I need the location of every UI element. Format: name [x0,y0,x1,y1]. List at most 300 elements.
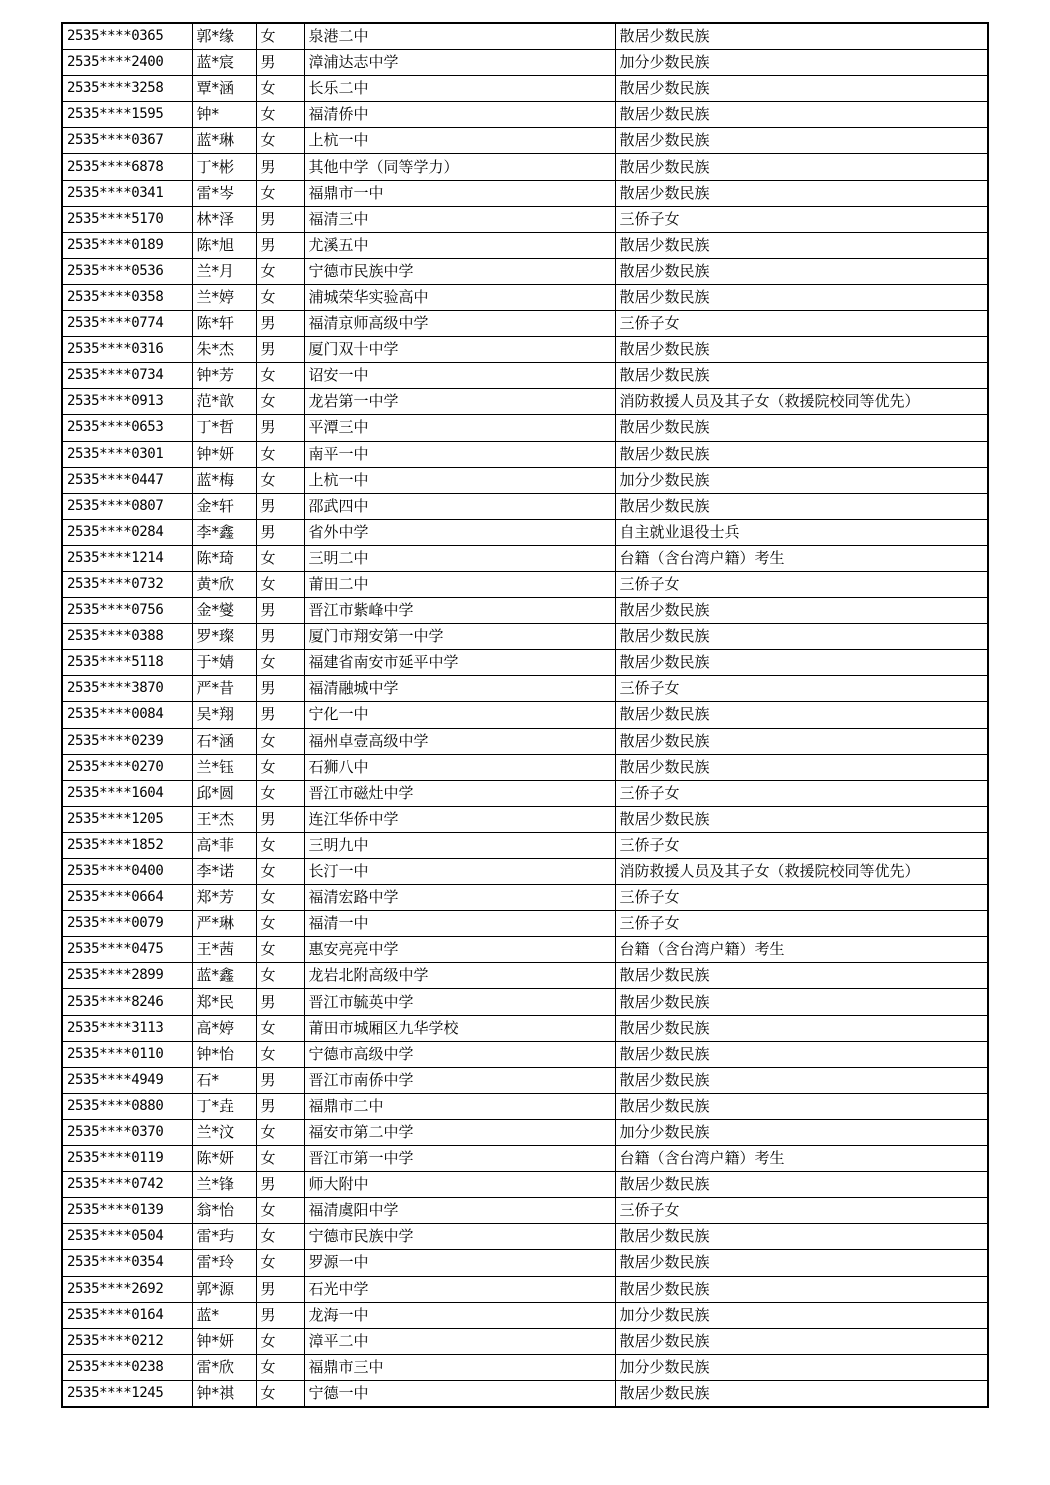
candidate-category-cell: 台籍（含台湾户籍）考生 [615,937,988,963]
candidate-category-cell: 散居少数民族 [615,1041,988,1067]
candidate-name-cell: 钟*芳 [192,363,256,389]
candidate-id-cell: 2535****0212 [62,1328,192,1354]
candidate-school-cell: 晋江市第一中学 [304,1146,615,1172]
candidate-name-cell: 蓝*梅 [192,467,256,493]
candidate-gender-cell: 男 [256,519,304,545]
candidate-school-cell: 福清一中 [304,911,615,937]
candidate-name-cell: 钟*怡 [192,1041,256,1067]
table-row [62,1119,988,1145]
table-row [62,571,988,597]
table-row [62,363,988,389]
candidate-category-cell: 三侨子女 [615,832,988,858]
candidate-school-cell: 福清三中 [304,206,615,232]
candidate-gender-cell: 女 [256,180,304,206]
candidate-id-cell: 2535****0880 [62,1093,192,1119]
table-row [62,1093,988,1119]
table-row [62,23,988,50]
candidate-gender-cell: 女 [256,1380,304,1407]
candidate-name-cell: 兰*钰 [192,754,256,780]
candidate-school-cell: 福清侨中 [304,102,615,128]
candidate-school-cell: 龙海一中 [304,1302,615,1328]
table-row [62,780,988,806]
candidate-id-cell: 2535****0388 [62,624,192,650]
candidate-gender-cell: 女 [256,1328,304,1354]
candidate-category-cell: 加分少数民族 [615,50,988,76]
candidate-category-cell: 加分少数民族 [615,1302,988,1328]
table-row [62,1328,988,1354]
candidate-gender-cell: 男 [256,311,304,337]
candidate-name-cell: 高*婷 [192,1015,256,1041]
candidate-category-cell: 三侨子女 [615,311,988,337]
candidate-name-cell: 高*菲 [192,832,256,858]
candidate-category-cell: 散居少数民族 [615,598,988,624]
candidate-id-cell: 2535****0164 [62,1302,192,1328]
candidate-category-cell: 三侨子女 [615,1198,988,1224]
candidate-gender-cell: 女 [256,102,304,128]
candidate-school-cell: 龙岩北附高级中学 [304,963,615,989]
candidate-school-cell: 师大附中 [304,1172,615,1198]
candidate-category-cell: 消防救援人员及其子女（救援院校同等优先） [615,859,988,885]
candidate-id-cell: 2535****0316 [62,337,192,363]
candidate-category-cell: 散居少数民族 [615,102,988,128]
candidate-school-cell: 罗源一中 [304,1250,615,1276]
candidate-id-cell: 2535****0354 [62,1250,192,1276]
candidate-id-cell: 2535****5170 [62,206,192,232]
candidate-school-cell: 长乐二中 [304,76,615,102]
candidate-id-cell: 2535****8246 [62,989,192,1015]
candidate-name-cell: 蓝*宸 [192,50,256,76]
candidate-id-cell: 2535****0475 [62,937,192,963]
candidate-gender-cell: 男 [256,232,304,258]
table-row [62,128,988,154]
candidate-name-cell: 钟*妍 [192,1328,256,1354]
candidate-name-cell: 陈*旭 [192,232,256,258]
candidate-gender-cell: 男 [256,337,304,363]
candidate-gender-cell: 女 [256,1119,304,1145]
candidate-category-cell: 三侨子女 [615,206,988,232]
candidate-id-cell: 2535****1214 [62,545,192,571]
candidate-name-cell: 翁*怡 [192,1198,256,1224]
candidate-id-cell: 2535****2692 [62,1276,192,1302]
candidate-name-cell: 钟* [192,102,256,128]
candidate-category-cell: 散居少数民族 [615,23,988,50]
candidate-id-cell: 2535****0365 [62,23,192,50]
candidate-category-cell: 台籍（含台湾户籍）考生 [615,545,988,571]
candidate-category-cell: 散居少数民族 [615,650,988,676]
candidate-school-cell: 厦门市翔安第一中学 [304,624,615,650]
candidate-name-cell: 金*燮 [192,598,256,624]
candidate-category-cell: 三侨子女 [615,780,988,806]
candidate-gender-cell: 女 [256,859,304,885]
candidate-school-cell: 福安市第二中学 [304,1119,615,1145]
candidate-name-cell: 陈*琦 [192,545,256,571]
candidate-category-cell: 散居少数民族 [615,1380,988,1407]
table-row [62,650,988,676]
candidate-school-cell: 晋江市紫峰中学 [304,598,615,624]
table-row [62,832,988,858]
candidate-category-cell: 散居少数民族 [615,1250,988,1276]
candidate-gender-cell: 男 [256,1302,304,1328]
candidate-id-cell: 2535****0774 [62,311,192,337]
candidate-id-cell: 2535****1604 [62,780,192,806]
candidate-school-cell: 泉港二中 [304,23,615,50]
candidate-name-cell: 陈*轩 [192,311,256,337]
candidate-category-cell: 散居少数民族 [615,754,988,780]
candidate-gender-cell: 女 [256,441,304,467]
table-row [62,1380,988,1407]
candidate-id-cell: 2535****3258 [62,76,192,102]
table-row [62,545,988,571]
candidate-gender-cell: 女 [256,1224,304,1250]
candidate-name-cell: 王*茜 [192,937,256,963]
table-row [62,389,988,415]
candidate-school-cell: 邵武四中 [304,493,615,519]
candidate-gender-cell: 女 [256,571,304,597]
table-row [62,50,988,76]
candidate-id-cell: 2535****1205 [62,806,192,832]
candidate-category-cell: 散居少数民族 [615,1015,988,1041]
candidate-name-cell: 雷*岑 [192,180,256,206]
candidate-school-cell: 漳浦达志中学 [304,50,615,76]
candidate-school-cell: 莆田市城厢区九华学校 [304,1015,615,1041]
candidate-category-cell: 散居少数民族 [615,76,988,102]
candidate-category-cell: 三侨子女 [615,571,988,597]
candidate-school-cell: 龙岩第一中学 [304,389,615,415]
candidate-name-cell: 兰*锋 [192,1172,256,1198]
candidate-name-cell: 蓝*琳 [192,128,256,154]
candidate-gender-cell: 男 [256,676,304,702]
candidate-category-cell: 散居少数民族 [615,963,988,989]
candidate-name-cell: 严*琳 [192,911,256,937]
candidate-gender-cell: 女 [256,284,304,310]
candidate-gender-cell: 女 [256,728,304,754]
candidate-gender-cell: 女 [256,545,304,571]
candidate-gender-cell: 女 [256,389,304,415]
candidate-school-cell: 晋江市毓英中学 [304,989,615,1015]
candidate-school-cell: 宁德一中 [304,1380,615,1407]
candidate-id-cell: 2535****0270 [62,754,192,780]
candidate-category-cell: 散居少数民族 [615,363,988,389]
candidate-category-cell: 散居少数民族 [615,180,988,206]
candidate-id-cell: 2535****1595 [62,102,192,128]
candidate-name-cell: 朱*杰 [192,337,256,363]
candidate-gender-cell: 女 [256,963,304,989]
candidate-school-cell: 福建省南安市延平中学 [304,650,615,676]
candidate-id-cell: 2535****0732 [62,571,192,597]
candidate-name-cell: 李*鑫 [192,519,256,545]
candidate-name-cell: 邱*圆 [192,780,256,806]
candidate-category-cell: 散居少数民族 [615,284,988,310]
candidate-gender-cell: 男 [256,50,304,76]
candidate-gender-cell: 女 [256,363,304,389]
candidate-category-cell: 散居少数民族 [615,441,988,467]
candidate-gender-cell: 男 [256,1093,304,1119]
candidate-school-cell: 三明二中 [304,545,615,571]
candidate-gender-cell: 男 [256,598,304,624]
table-row [62,1302,988,1328]
candidate-name-cell: 郭*源 [192,1276,256,1302]
candidate-school-cell: 福鼎市三中 [304,1354,615,1380]
candidate-category-cell: 三侨子女 [615,911,988,937]
candidate-school-cell: 平潭三中 [304,415,615,441]
candidate-gender-cell: 女 [256,1198,304,1224]
candidate-gender-cell: 女 [256,258,304,284]
candidate-category-cell: 三侨子女 [615,885,988,911]
candidate-gender-cell: 男 [256,806,304,832]
candidate-school-cell: 福清京师高级中学 [304,311,615,337]
candidate-id-cell: 2535****4949 [62,1067,192,1093]
candidate-school-cell: 石光中学 [304,1276,615,1302]
candidate-school-cell: 连江华侨中学 [304,806,615,832]
candidate-name-cell: 丁*彬 [192,154,256,180]
candidate-table-body [62,23,988,1407]
candidate-id-cell: 2535****2400 [62,50,192,76]
candidate-school-cell: 上杭一中 [304,467,615,493]
candidate-name-cell: 丁*垚 [192,1093,256,1119]
candidate-name-cell: 雷*玙 [192,1224,256,1250]
candidate-id-cell: 2535****0664 [62,885,192,911]
table-row [62,154,988,180]
candidate-category-cell: 自主就业退役士兵 [615,519,988,545]
table-row [62,624,988,650]
table-row [62,702,988,728]
candidate-id-cell: 2535****0084 [62,702,192,728]
candidate-name-cell: 郑*芳 [192,885,256,911]
table-row [62,859,988,885]
candidate-name-cell: 蓝* [192,1302,256,1328]
candidate-gender-cell: 女 [256,1146,304,1172]
candidate-category-cell: 加分少数民族 [615,1119,988,1145]
candidate-school-cell: 上杭一中 [304,128,615,154]
table-row [62,1015,988,1041]
candidate-name-cell: 郭*缘 [192,23,256,50]
candidate-category-cell: 散居少数民族 [615,624,988,650]
table-row [62,598,988,624]
candidate-id-cell: 2535****0110 [62,1041,192,1067]
table-row [62,1041,988,1067]
candidate-name-cell: 吴*翔 [192,702,256,728]
candidate-name-cell: 丁*哲 [192,415,256,441]
candidate-school-cell: 诏安一中 [304,363,615,389]
candidate-gender-cell: 女 [256,76,304,102]
candidate-gender-cell: 男 [256,415,304,441]
table-row [62,493,988,519]
candidate-category-cell: 散居少数民族 [615,806,988,832]
table-row [62,963,988,989]
candidate-name-cell: 罗*璨 [192,624,256,650]
candidate-category-cell: 散居少数民族 [615,1067,988,1093]
candidate-category-cell: 散居少数民族 [615,258,988,284]
candidate-id-cell: 2535****0742 [62,1172,192,1198]
candidate-name-cell: 石* [192,1067,256,1093]
candidate-id-cell: 2535****0358 [62,284,192,310]
table-row [62,180,988,206]
candidate-id-cell: 2535****0913 [62,389,192,415]
candidate-school-cell: 宁德市民族中学 [304,1224,615,1250]
table-row [62,258,988,284]
candidate-gender-cell: 女 [256,1354,304,1380]
candidate-school-cell: 惠安亮亮中学 [304,937,615,963]
table-row [62,206,988,232]
candidate-gender-cell: 男 [256,493,304,519]
candidate-school-cell: 尤溪五中 [304,232,615,258]
candidate-name-cell: 金*轩 [192,493,256,519]
candidate-category-cell: 散居少数民族 [615,702,988,728]
candidate-id-cell: 2535****0239 [62,728,192,754]
candidate-school-cell: 莆田二中 [304,571,615,597]
candidate-id-cell: 2535****6878 [62,154,192,180]
candidate-name-cell: 兰*月 [192,258,256,284]
candidate-category-cell: 散居少数民族 [615,1093,988,1119]
candidate-category-cell: 散居少数民族 [615,337,988,363]
candidate-gender-cell: 女 [256,754,304,780]
candidate-gender-cell: 女 [256,128,304,154]
candidate-name-cell: 范*歆 [192,389,256,415]
candidate-gender-cell: 男 [256,206,304,232]
candidate-gender-cell: 男 [256,1067,304,1093]
candidate-school-cell: 福鼎市二中 [304,1093,615,1119]
candidate-school-cell: 宁化一中 [304,702,615,728]
candidate-gender-cell: 女 [256,467,304,493]
candidate-name-cell: 石*涵 [192,728,256,754]
candidate-id-cell: 2535****3113 [62,1015,192,1041]
candidate-gender-cell: 男 [256,702,304,728]
candidate-id-cell: 2535****0119 [62,1146,192,1172]
candidate-id-cell: 2535****0341 [62,180,192,206]
candidate-school-cell: 长汀一中 [304,859,615,885]
candidate-id-cell: 2535****0079 [62,911,192,937]
candidate-school-cell: 福清融城中学 [304,676,615,702]
table-row [62,1250,988,1276]
candidate-name-cell: 林*泽 [192,206,256,232]
candidate-category-cell: 散居少数民族 [615,1328,988,1354]
candidate-id-cell: 2535****0370 [62,1119,192,1145]
candidate-gender-cell: 女 [256,911,304,937]
candidate-category-cell: 台籍（含台湾户籍）考生 [615,1146,988,1172]
candidate-gender-cell: 女 [256,780,304,806]
candidate-id-cell: 2535****1852 [62,832,192,858]
candidate-school-cell: 晋江市磁灶中学 [304,780,615,806]
candidate-school-cell: 晋江市南侨中学 [304,1067,615,1093]
candidate-school-cell: 福鼎市一中 [304,180,615,206]
candidate-category-cell: 散居少数民族 [615,1224,988,1250]
candidate-name-cell: 雷*欣 [192,1354,256,1380]
candidate-id-cell: 2535****0447 [62,467,192,493]
candidate-id-cell: 2535****0284 [62,519,192,545]
candidate-name-cell: 钟*妍 [192,441,256,467]
candidate-id-cell: 2535****2899 [62,963,192,989]
candidate-id-cell: 2535****0734 [62,363,192,389]
candidate-id-cell: 2535****0238 [62,1354,192,1380]
candidate-gender-cell: 女 [256,832,304,858]
table-row [62,754,988,780]
table-row [62,284,988,310]
candidate-category-cell: 散居少数民族 [615,1172,988,1198]
table-row [62,1224,988,1250]
candidate-name-cell: 郑*民 [192,989,256,1015]
candidate-gender-cell: 女 [256,1041,304,1067]
candidate-name-cell: 蓝*鑫 [192,963,256,989]
table-row [62,232,988,258]
candidate-category-cell: 散居少数民族 [615,728,988,754]
table-row [62,311,988,337]
table-row [62,1067,988,1093]
candidate-name-cell: 覃*涵 [192,76,256,102]
candidate-id-cell: 2535****0189 [62,232,192,258]
candidate-id-cell: 2535****0536 [62,258,192,284]
candidate-name-cell: 钟*祺 [192,1380,256,1407]
candidate-gender-cell: 女 [256,23,304,50]
table-row [62,1354,988,1380]
candidate-id-cell: 2535****0400 [62,859,192,885]
candidate-gender-cell: 男 [256,154,304,180]
table-row [62,1276,988,1302]
candidate-category-cell: 散居少数民族 [615,128,988,154]
candidate-name-cell: 王*杰 [192,806,256,832]
candidate-id-cell: 2535****0653 [62,415,192,441]
candidate-name-cell: 兰*婷 [192,284,256,310]
candidate-school-cell: 石狮八中 [304,754,615,780]
candidate-category-cell: 散居少数民族 [615,415,988,441]
table-row [62,337,988,363]
candidate-school-cell: 漳平二中 [304,1328,615,1354]
table-row [62,806,988,832]
candidate-name-cell: 陈*妍 [192,1146,256,1172]
candidate-category-cell: 散居少数民族 [615,989,988,1015]
candidate-gender-cell: 女 [256,650,304,676]
candidate-school-cell: 福州卓壹高级中学 [304,728,615,754]
candidate-school-cell: 省外中学 [304,519,615,545]
candidate-gender-cell: 男 [256,1276,304,1302]
candidate-category-cell: 加分少数民族 [615,467,988,493]
table-row [62,519,988,545]
candidate-name-cell: 于*婧 [192,650,256,676]
candidate-name-cell: 雷*玲 [192,1250,256,1276]
candidate-id-cell: 2535****1245 [62,1380,192,1407]
candidate-category-cell: 散居少数民族 [615,1276,988,1302]
table-row [62,989,988,1015]
candidate-gender-cell: 女 [256,937,304,963]
candidate-id-cell: 2535****0301 [62,441,192,467]
candidate-table [61,22,989,1408]
table-row [62,76,988,102]
candidate-school-cell: 南平一中 [304,441,615,467]
candidate-id-cell: 2535****0504 [62,1224,192,1250]
candidate-school-cell: 福清虞阳中学 [304,1198,615,1224]
candidate-gender-cell: 女 [256,1250,304,1276]
candidate-school-cell: 浦城荣华实验高中 [304,284,615,310]
candidate-school-cell: 厦门双十中学 [304,337,615,363]
candidate-gender-cell: 女 [256,1015,304,1041]
table-row [62,1198,988,1224]
table-row [62,441,988,467]
table-row [62,1146,988,1172]
table-row [62,102,988,128]
candidate-gender-cell: 男 [256,989,304,1015]
table-row [62,1172,988,1198]
candidate-category-cell: 消防救援人员及其子女（救援院校同等优先） [615,389,988,415]
candidate-name-cell: 兰*汶 [192,1119,256,1145]
table-row [62,676,988,702]
candidate-category-cell: 散居少数民族 [615,493,988,519]
candidate-category-cell: 加分少数民族 [615,1354,988,1380]
table-row [62,728,988,754]
candidate-id-cell: 2535****3870 [62,676,192,702]
candidate-category-cell: 散居少数民族 [615,232,988,258]
table-row [62,467,988,493]
candidate-school-cell: 其他中学（同等学力） [304,154,615,180]
candidate-name-cell: 严*昔 [192,676,256,702]
